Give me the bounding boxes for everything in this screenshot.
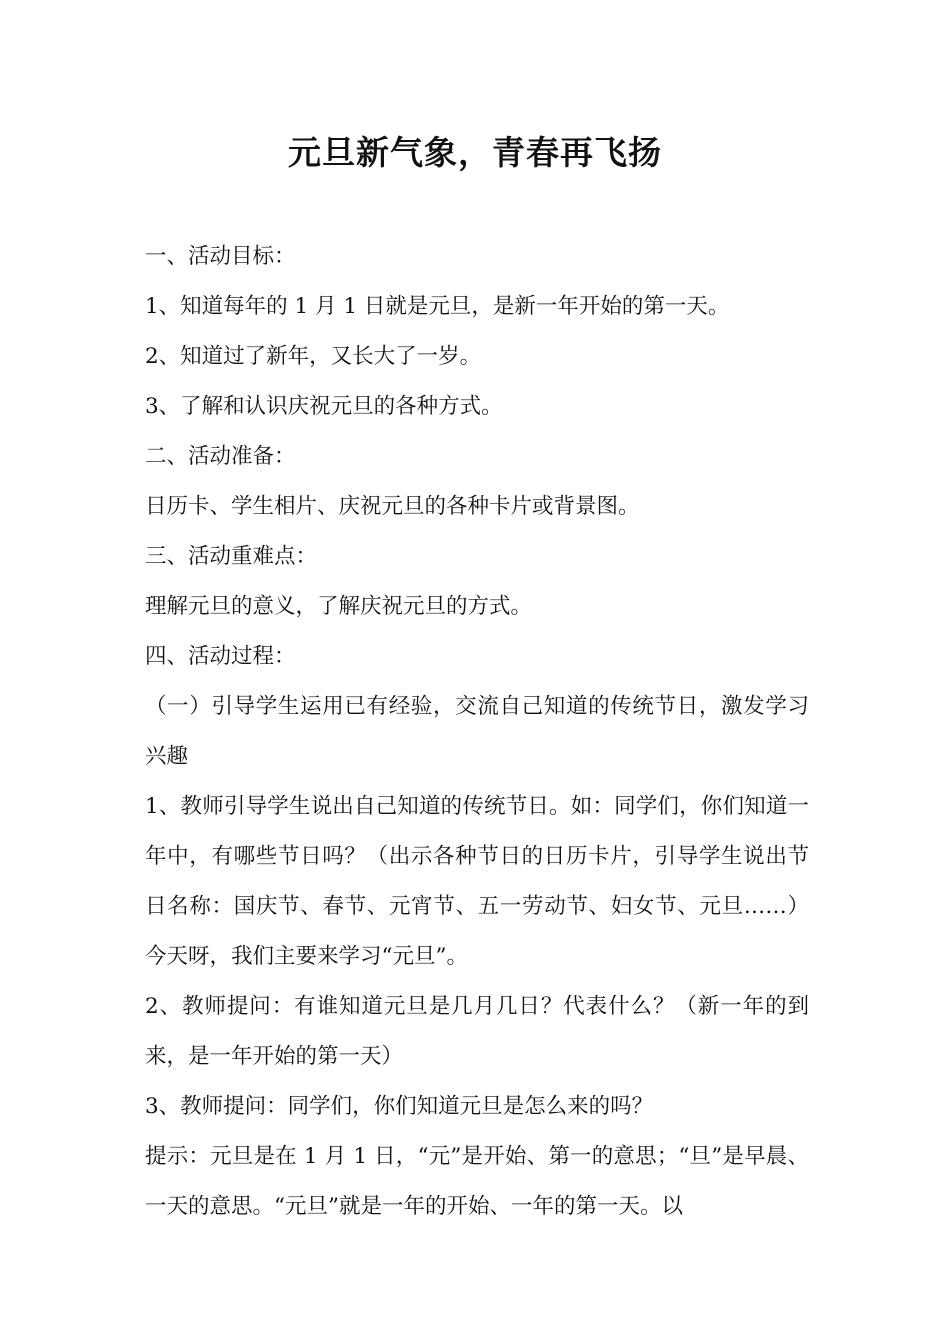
process-step-1-heading: （一）引导学生运用已有经验，交流自己知道的传统节日，激发学习兴趣 <box>145 694 809 769</box>
goal-item-3: 3、了解和认识庆祝元旦的各种方式。 <box>145 394 503 419</box>
section-heading-preparation: 二、活动准备： <box>145 444 296 469</box>
section-heading-key-points: 三、活动重难点： <box>145 544 318 569</box>
goal-item-2: 2、知道过了新年，又长大了一岁。 <box>145 344 482 369</box>
process-item-1: 1、教师引导学生说出自己知道的传统节日。如：同学们，你们知道一年中，有哪些节日吗？（出示各种节日的日历卡片，引导学生说出节日名称：国庆节、春节、元宵节、五一劳动节、妇女节、元旦……）今天呀，我们主要来学习“元旦”。 <box>145 794 809 969</box>
hint-paragraph: 提示：元旦是在 1 月 1 日，“元”是开始、第一的意思；“旦”是早晨、一天的意思。“元旦”就是一年的开始、一年的第一天。以 <box>145 1144 809 1219</box>
document-title: 元旦新气象，青春再飞扬 <box>288 133 662 172</box>
section-heading-process: 四、活动过程： <box>145 644 296 669</box>
preparation-text: 日历卡、学生相片、庆祝元旦的各种卡片或背景图。 <box>145 494 640 519</box>
process-item-3: 3、教师提问：同学们，你们知道元旦是怎么来的吗？ <box>145 1094 654 1119</box>
document-body <box>145 232 809 1232</box>
goal-item-1: 1、知道每年的 1 月 1 日就是元旦，是新一年开始的第一天。 <box>145 294 730 319</box>
section-heading-goals: 一、活动目标： <box>145 244 296 269</box>
key-points-text: 理解元旦的意义，了解庆祝元旦的方式。 <box>145 594 533 619</box>
process-item-2: 2、教师提问：有谁知道元旦是几月几日？代表什么？（新一年的到来，是一年开始的第一天） <box>145 994 809 1069</box>
